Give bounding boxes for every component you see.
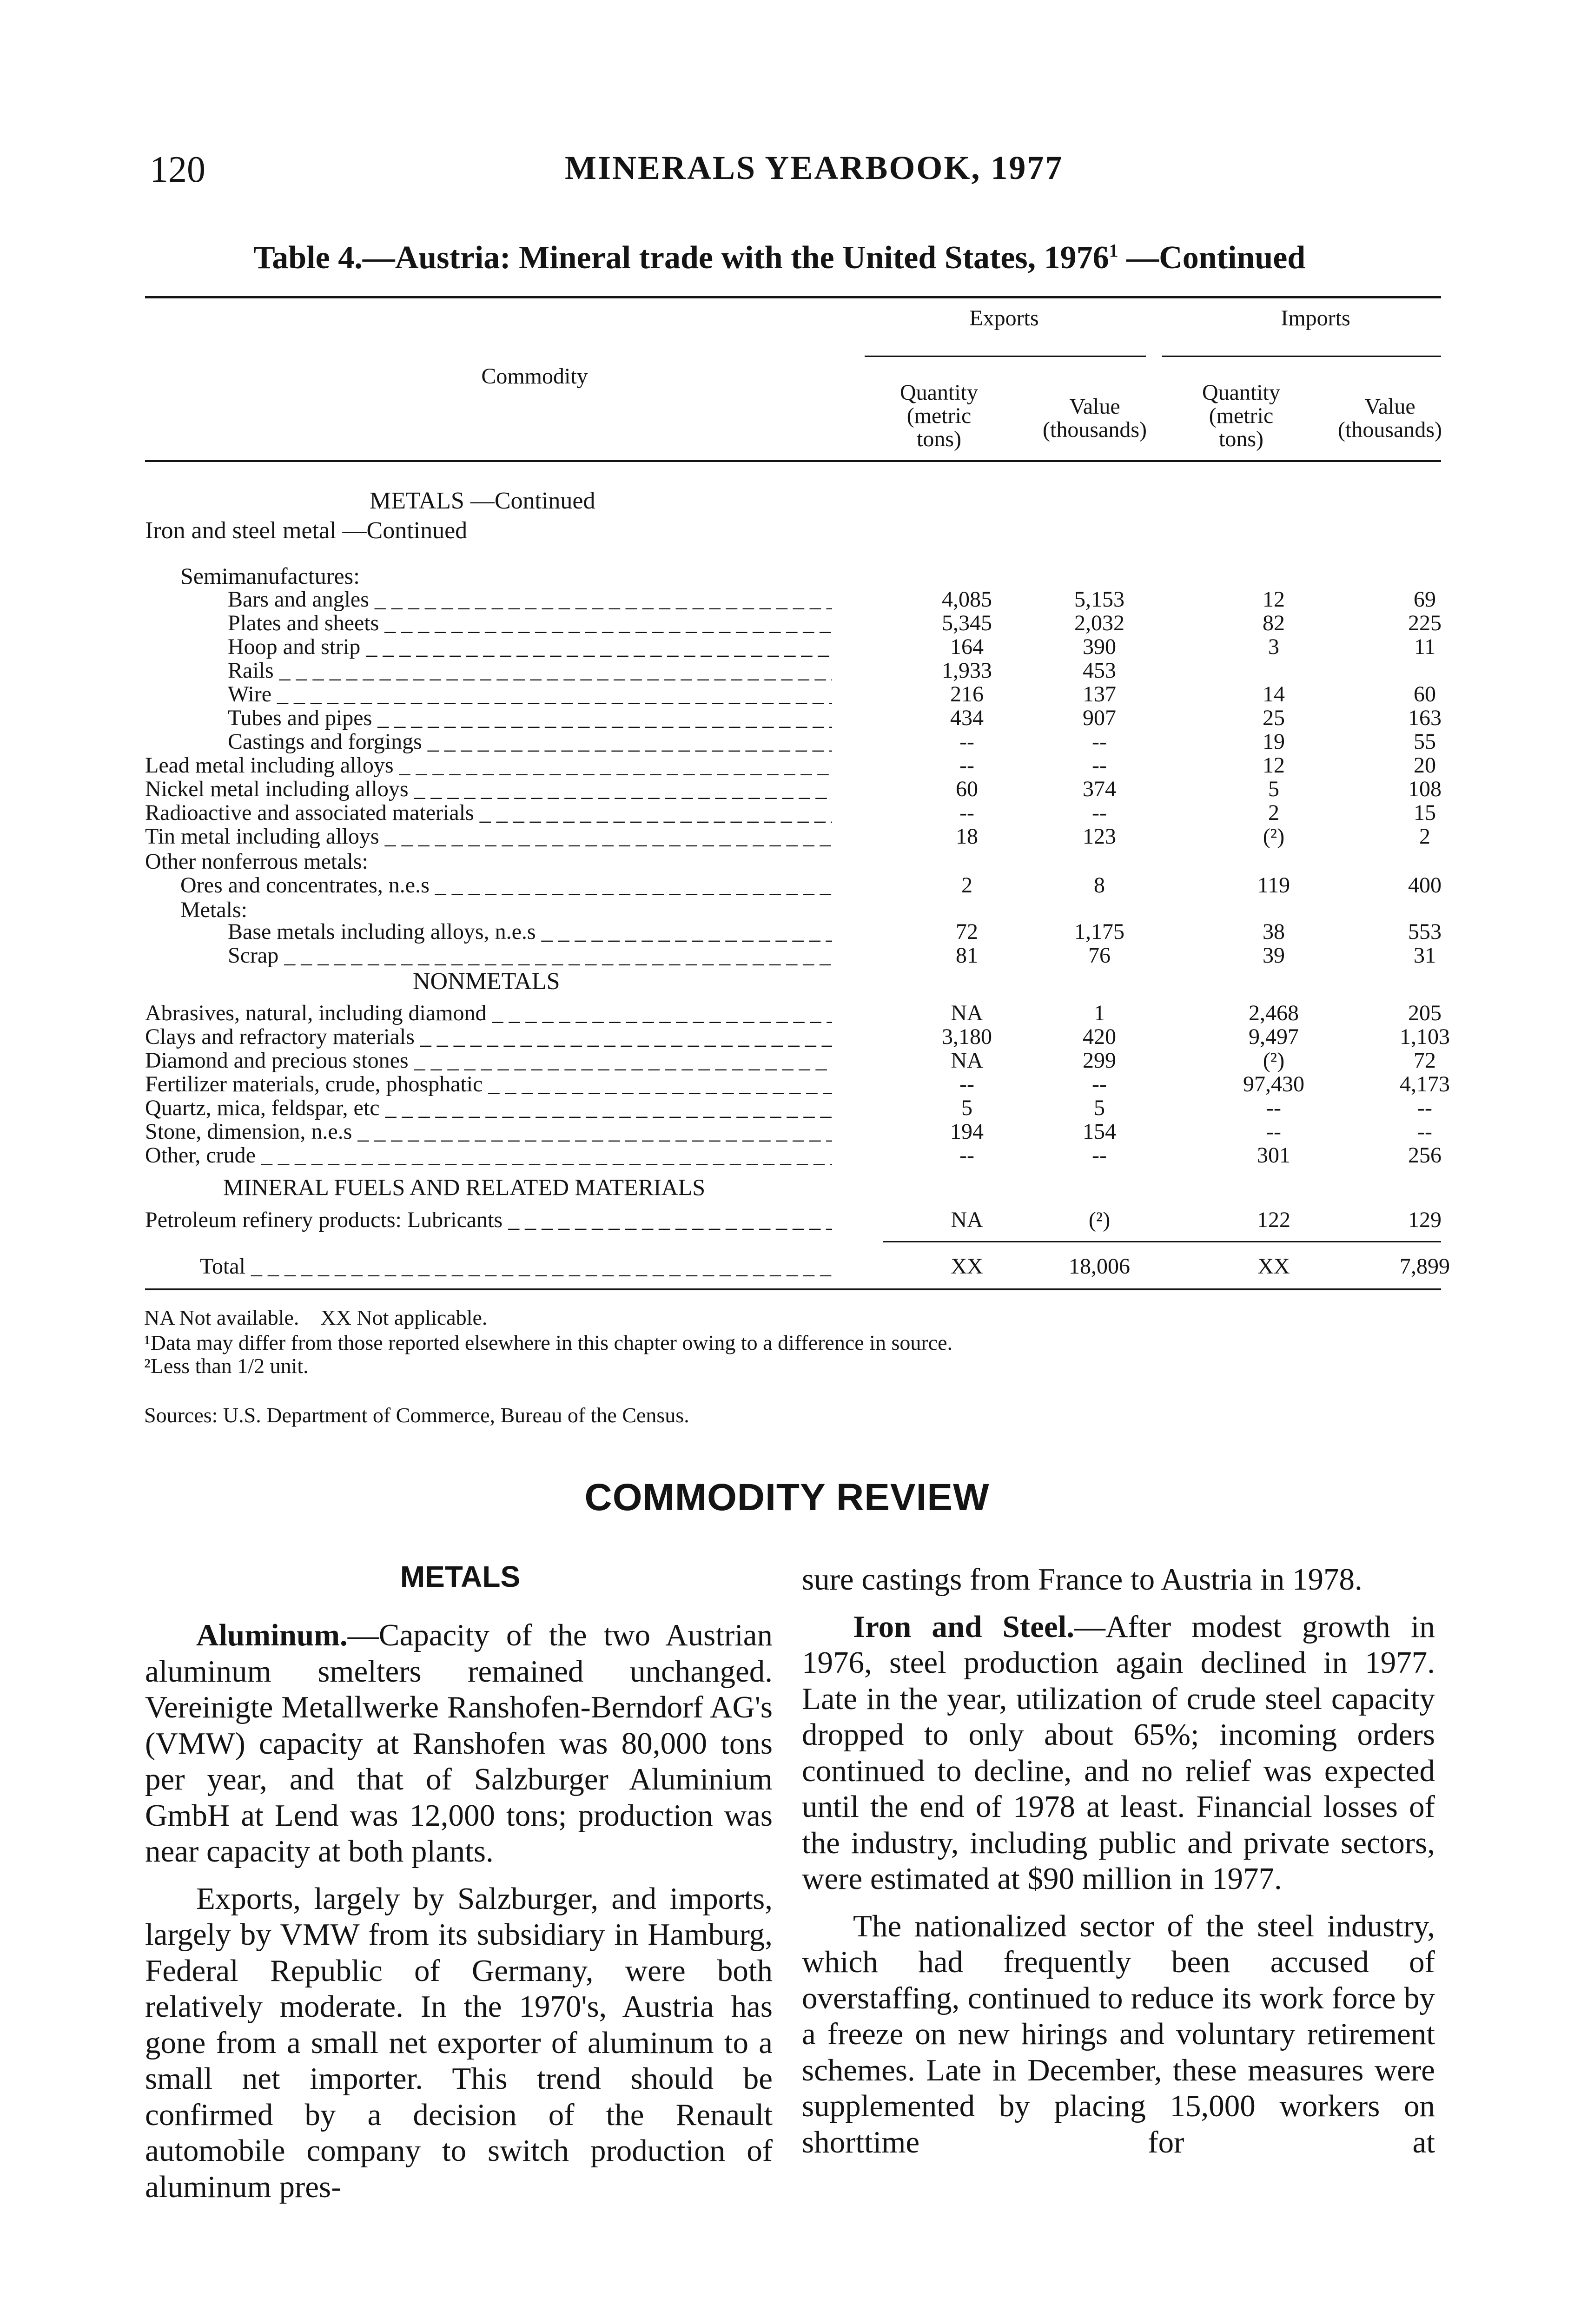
table-title <box>253 239 1305 277</box>
iron-steel-text-1: —After modest growth in 1976, steel production again declined in 1977. Late in the year, utilization of crude steel capacity dropped to only about 65%; incoming orders continued to decline, and no relief was expected until the end of 1978 at least. Financial losses of the industry, including public and private sectors, were estimated at $90 million in 1977. <box>802 1609 1435 1896</box>
cell-export-value: 453 <box>1083 658 1116 683</box>
cell-import-quantity: 9,497 <box>1249 1024 1299 1049</box>
row-label: Hoop and strip _ _ _ <box>228 635 832 659</box>
header-line: Quantity <box>1202 380 1280 405</box>
cell-export-quantity: -- <box>959 1072 974 1096</box>
cell-export-value: 374 <box>1083 777 1116 801</box>
cell-import-value: 205 <box>1408 1001 1442 1025</box>
table-title-suffix: —Continued <box>1118 240 1306 276</box>
row-label: Lead metal including alloys _ _ _ <box>145 754 832 777</box>
cell-import-value: 72 <box>1414 1048 1436 1073</box>
exports-group-rule <box>865 356 1146 357</box>
cell-export-quantity: NA <box>951 1208 983 1232</box>
cell-import-value: 69 <box>1414 587 1436 612</box>
section-nonmetals: NONMETALS <box>413 968 560 995</box>
table-row <box>0 801 1574 825</box>
row-label: Wire _ _ _ <box>228 683 832 706</box>
cell-import-quantity: 2,468 <box>1249 1001 1299 1025</box>
cell-export-quantity: 1,933 <box>942 658 992 683</box>
table-row <box>0 1120 1574 1143</box>
subsection-other-nonferrous: Other nonferrous metals: <box>145 849 368 874</box>
cell-export-value: 420 <box>1083 1024 1116 1049</box>
commodity-header: Commodity <box>481 364 588 389</box>
table-row <box>0 1208 1574 1232</box>
table-row <box>0 1096 1574 1120</box>
row-label: Castings and forgings _ _ _ <box>228 730 832 753</box>
cell-import-quantity: 82 <box>1263 611 1285 635</box>
row-label: Tubes and pipes _ _ _ <box>228 706 832 730</box>
subsection-iron-steel: Iron and steel metal —Continued <box>145 517 468 544</box>
cell-export-quantity: 3,180 <box>942 1024 992 1049</box>
table-top-rule <box>145 296 1441 298</box>
cell-export-quantity: 60 <box>956 777 978 801</box>
footnote-2: ²Less than 1/2 unit. <box>144 1354 309 1378</box>
table-title-text: Table 4.—Austria: Mineral trade with the United States, 1976 <box>253 240 1109 276</box>
cell-import-value: 15 <box>1414 800 1436 825</box>
header-line: (metric <box>1209 403 1274 428</box>
table-row-total <box>0 1255 1574 1278</box>
cell-export-value: 390 <box>1083 634 1116 659</box>
cell-export-quantity: -- <box>959 1143 974 1168</box>
cell-import-quantity: 25 <box>1263 706 1285 730</box>
section-mineral-fuels: MINERAL FUELS AND RELATED MATERIALS <box>223 1174 706 1200</box>
table-header-rule <box>145 460 1441 462</box>
cell-export-value: 1,175 <box>1074 919 1124 944</box>
cell-import-value: 553 <box>1408 919 1442 944</box>
cell-import-value: 129 <box>1408 1208 1442 1232</box>
cell-import-quantity: XX <box>1257 1254 1290 1279</box>
aluminum-paragraph-2 <box>145 1881 773 2205</box>
cell-import-value: 2 <box>1419 824 1430 849</box>
cell-import-value: 55 <box>1414 729 1436 754</box>
exports-quantity-header <box>874 381 1004 451</box>
cell-import-quantity: 122 <box>1257 1208 1290 1232</box>
cell-import-quantity: 12 <box>1263 753 1285 778</box>
cell-import-value: -- <box>1417 1119 1432 1144</box>
row-label: Scrap _ _ _ <box>228 944 832 967</box>
iron-steel-text-2: The nationalized sector of the steel industry, which had frequently been accused of overstaffing, continued to reduce its work force by a freeze on new hirings and voluntary retirement schemes. Late in December, these measures were supplemented by placing 15,000 workers on shorttime for at <box>802 1908 1435 2159</box>
metals-heading: METALS <box>400 1560 521 1593</box>
cell-export-value: 907 <box>1083 706 1116 730</box>
row-label: Bars and angles _ _ _ <box>228 588 832 611</box>
header-line: Value <box>1069 394 1120 419</box>
cell-import-value: 400 <box>1408 873 1442 898</box>
page-number: 120 <box>150 149 205 190</box>
header-line: tons) <box>917 427 961 451</box>
row-label: Plates and sheets _ _ _ <box>228 612 832 635</box>
table-row <box>0 1002 1574 1025</box>
cell-export-quantity: 434 <box>950 706 984 730</box>
cell-import-value: 60 <box>1414 682 1436 706</box>
row-label: Ores and concentrates, n.e.s _ _ _ <box>180 874 832 897</box>
cell-export-value: 299 <box>1083 1048 1116 1073</box>
cell-import-value: 4,173 <box>1400 1072 1450 1096</box>
header-line: (thousands) <box>1338 417 1442 442</box>
cell-export-quantity: 194 <box>950 1119 984 1144</box>
cell-import-quantity: -- <box>1266 1119 1281 1144</box>
row-label: Nickel metal including alloys _ _ _ <box>145 778 832 801</box>
cell-import-value: 1,103 <box>1400 1024 1450 1049</box>
table-row <box>0 730 1574 753</box>
cell-export-value: 1 <box>1094 1001 1105 1025</box>
cell-import-quantity: 38 <box>1263 919 1285 944</box>
row-label: Radioactive and associated materials _ _ _ <box>145 801 832 825</box>
header-line: Value <box>1364 394 1415 419</box>
cell-import-quantity: -- <box>1266 1096 1281 1120</box>
table-row <box>0 1144 1574 1167</box>
subsection-semimanufactures: Semimanufactures: <box>180 563 360 589</box>
cell-export-quantity: 2 <box>961 873 972 898</box>
header-line: (metric <box>906 403 972 428</box>
running-head: MINERALS YEARBOOK, 1977 <box>565 149 1064 186</box>
cell-export-quantity: NA <box>951 1001 983 1025</box>
cell-import-quantity: 301 <box>1257 1143 1290 1168</box>
imports-value-header <box>1316 395 1464 442</box>
cell-import-value: 225 <box>1408 611 1442 635</box>
header-line: (thousands) <box>1043 417 1147 442</box>
subsection-metals: Metals: <box>180 898 247 922</box>
cell-export-value: -- <box>1092 800 1107 825</box>
table-row <box>0 659 1574 682</box>
exports-value-header <box>1020 395 1169 442</box>
row-label: Quartz, mica, feldspar, etc _ _ _ <box>145 1096 832 1120</box>
cell-export-quantity: 4,085 <box>942 587 992 612</box>
cell-export-quantity: 5,345 <box>942 611 992 635</box>
total-rule <box>883 1241 1441 1242</box>
section-metals: METALS —Continued <box>370 488 595 514</box>
aluminum-paragraph-1 <box>145 1618 773 1870</box>
cell-export-quantity: NA <box>951 1048 983 1073</box>
cell-import-quantity: 5 <box>1268 777 1279 801</box>
table-row <box>0 944 1574 967</box>
cell-import-quantity: 14 <box>1263 682 1285 706</box>
table-title-footnote: 1 <box>1109 240 1118 261</box>
cell-import-value: 163 <box>1408 706 1442 730</box>
cell-export-value: 76 <box>1088 943 1111 968</box>
row-label: Tin metal including alloys _ _ _ <box>145 825 832 848</box>
cell-export-quantity: -- <box>959 729 974 754</box>
cell-import-quantity: 119 <box>1257 873 1290 898</box>
footnote-1: ¹Data may differ from those reported elsewhere in this chapter owing to a difference in source. <box>144 1331 952 1354</box>
cell-export-value: -- <box>1092 753 1107 778</box>
cell-import-value: -- <box>1417 1096 1432 1120</box>
cell-export-quantity: 164 <box>950 634 984 659</box>
cell-export-value: 154 <box>1083 1119 1116 1144</box>
commodity-review-heading: COMMODITY REVIEW <box>584 1476 990 1519</box>
cell-export-quantity: XX <box>951 1254 983 1279</box>
cell-export-quantity: 18 <box>956 824 978 849</box>
table-row <box>0 1073 1574 1096</box>
cell-import-quantity: 2 <box>1268 800 1279 825</box>
exports-group-header: Exports <box>969 306 1039 330</box>
cell-import-value: 20 <box>1414 753 1436 778</box>
aluminum-text-2: Exports, largely by Salzburger, and imports, largely by VMW from its subsidiary in Hamburg, Federal Republic of Germany, were both relatively moderate. In the 1970's, Austria has gone from a small net exporter of aluminum to a small net importer. This trend should be confirmed by a decision of the Renault automobile company to switch production of aluminum pres- <box>145 1881 773 2204</box>
row-label: Other, crude _ _ _ <box>145 1144 832 1167</box>
table-row <box>0 920 1574 944</box>
cell-export-value: -- <box>1092 1143 1107 1168</box>
cell-export-value: -- <box>1092 729 1107 754</box>
cell-export-value: 137 <box>1083 682 1116 706</box>
table-row <box>0 754 1574 777</box>
cell-import-quantity: 19 <box>1263 729 1285 754</box>
cell-export-quantity: 81 <box>956 943 978 968</box>
table-row <box>0 874 1574 897</box>
row-label: Fertilizer materials, crude, phosphatic _ _ _ <box>145 1073 832 1096</box>
cell-export-value: 2,032 <box>1074 611 1124 635</box>
table-row <box>0 706 1574 730</box>
table-row <box>0 1025 1574 1049</box>
cell-import-quantity: 39 <box>1263 943 1285 968</box>
table-row <box>0 778 1574 801</box>
cell-import-quantity: 12 <box>1263 587 1285 612</box>
cell-export-quantity: 72 <box>956 919 978 944</box>
cell-import-value: 256 <box>1408 1143 1442 1168</box>
cell-export-value: -- <box>1092 1072 1107 1096</box>
table-row <box>0 683 1574 706</box>
iron-steel-paragraph-1 <box>802 1609 1435 1897</box>
aluminum-text-1: —Capacity of the two Austrian aluminum smelters remained unchanged. Vereinigte Metallwerke Ranshofen-Berndorf AG's (VMW) capacity at Ranshofen was 80,000 tons per year, and that of Salzburger Aluminium GmbH at Lend was 12,000 tons; production was near capacity at both plants. <box>145 1618 773 1868</box>
table-row <box>0 825 1574 848</box>
aluminum-continuation: sure castings from France to Austria in 1978. <box>802 1562 1362 1597</box>
cell-import-value: 108 <box>1408 777 1442 801</box>
cell-export-value: 5 <box>1094 1096 1105 1120</box>
table-row <box>0 612 1574 635</box>
row-label: Abrasives, natural, including diamond _ _ _ <box>145 1002 832 1025</box>
row-label: Base metals including alloys, n.e.s _ _ _ <box>228 920 832 944</box>
header-line: Quantity <box>900 380 978 405</box>
cell-export-value: 123 <box>1083 824 1116 849</box>
cell-import-quantity: 97,430 <box>1243 1072 1304 1096</box>
cell-import-quantity: (²) <box>1263 824 1285 849</box>
cell-export-value: 5,153 <box>1074 587 1124 612</box>
cell-export-quantity: -- <box>959 800 974 825</box>
row-label: Rails _ _ _ <box>228 659 832 682</box>
cell-import-quantity: 3 <box>1268 634 1279 659</box>
cell-import-value: 7,899 <box>1400 1254 1450 1279</box>
imports-group-rule <box>1162 356 1441 357</box>
cell-import-value: 31 <box>1414 943 1436 968</box>
cell-export-quantity: 5 <box>961 1096 972 1120</box>
row-label: Clays and refractory materials _ _ _ <box>145 1025 832 1049</box>
iron-steel-paragraph-2 <box>802 1908 1435 2161</box>
cell-export-quantity: -- <box>959 753 974 778</box>
aluminum-lead: Aluminum. <box>196 1618 348 1652</box>
table-bottom-rule <box>145 1288 1441 1290</box>
row-label: Total _ _ _ <box>200 1255 832 1278</box>
cell-export-value: 8 <box>1094 873 1105 898</box>
imports-group-header: Imports <box>1281 306 1350 330</box>
cell-export-quantity: 216 <box>950 682 984 706</box>
table-row <box>0 588 1574 611</box>
header-line: tons) <box>1219 427 1263 451</box>
text-column-left <box>145 1618 773 2205</box>
sources-note: Sources: U.S. Department of Commerce, Bureau of the Census. <box>144 1403 689 1427</box>
imports-quantity-header <box>1176 381 1306 451</box>
cell-import-quantity: (²) <box>1263 1048 1285 1073</box>
row-label: Stone, dimension, n.e.s _ _ _ <box>145 1120 832 1143</box>
table-row <box>0 635 1574 659</box>
abbreviations-note: NA Not available. XX Not applicable. <box>144 1306 488 1329</box>
cell-export-value: 18,006 <box>1069 1254 1130 1279</box>
row-label: Petroleum refinery products: Lubricants _ _ _ <box>145 1208 832 1232</box>
row-label: Diamond and precious stones _ _ _ <box>145 1049 832 1072</box>
cell-export-value: (²) <box>1088 1208 1111 1232</box>
cell-import-value: 11 <box>1414 634 1436 659</box>
iron-steel-lead: Iron and Steel. <box>853 1609 1074 1644</box>
table-row <box>0 1049 1574 1072</box>
text-column-right-flow <box>802 1562 1435 2160</box>
